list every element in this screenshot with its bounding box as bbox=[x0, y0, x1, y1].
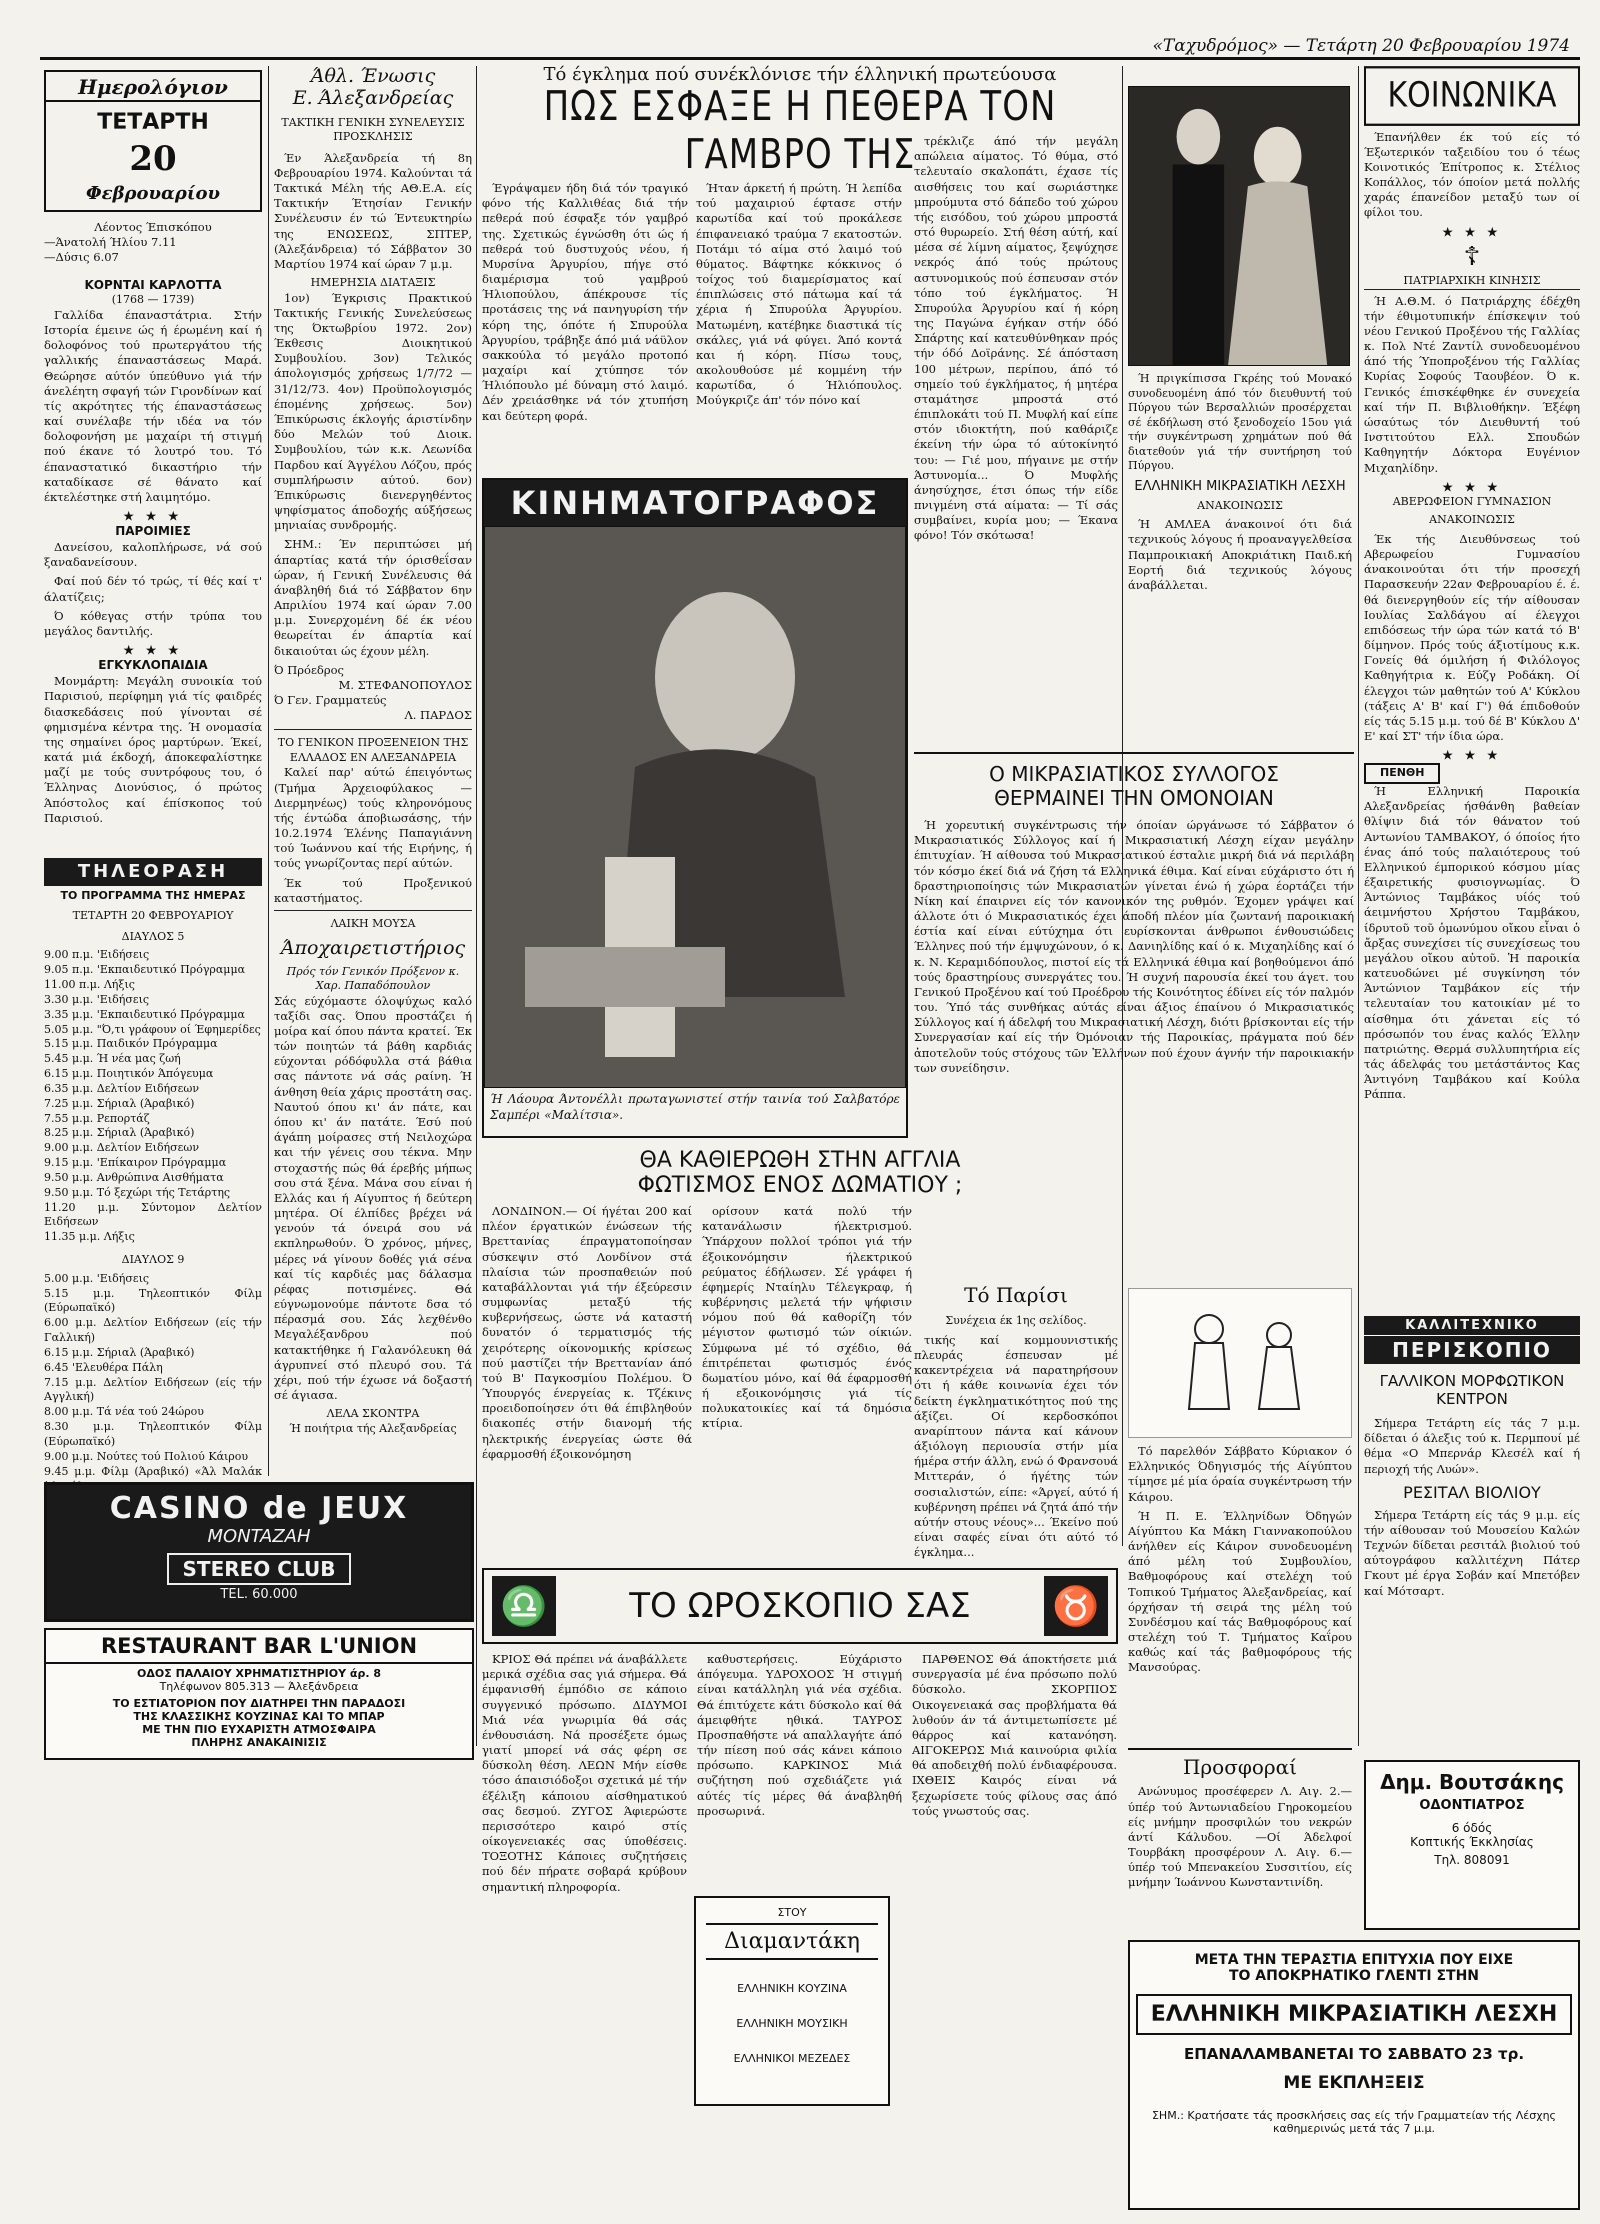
union-sign-name: Λ. ΠΑΡΔΟΣ bbox=[404, 708, 472, 723]
tv-program-item: 6.45 'Ελευθέρα Πάλη bbox=[44, 1360, 163, 1374]
union-note: ΣΗΜ.: Έν περιπτώσει μή άπαρτίας κατά τήν όρισθεΐσαν ώραν, ή Γενική Συνέλευσις θά άναβληθή διά τό Σάββατον 6ην Απριλίου 1974 καί ώραν 7.00 μ.μ. Συνερχομένη δέ έκ νέου θεωρείται έν άπαρτία καί δικαιούται ώς έχουν μέλη. bbox=[274, 537, 472, 658]
tv-program-item: 9.00 π.μ. 'Ειδήσεις bbox=[44, 948, 150, 962]
restaurant-line: ΜΕ ΤΗΝ ΠΙΟ ΕΥΧΑΡΙΣΤΗ ΑΤΜΟΣΦΑΙΡΑ bbox=[142, 1723, 376, 1736]
union-sign-role: Ό Πρόεδρος bbox=[274, 662, 344, 677]
school-subtitle: ΑΝΑΚΟΙΝΩΣΙΣ bbox=[1429, 513, 1515, 527]
proverb: Δανείσου, καλοπλήρωσε, νά σού ξαναδανείσουν. bbox=[44, 540, 262, 570]
union-subtitle: ΤΑΚΤΙΚΗ ΓΕΝΙΚΗ ΣΥΝΕΛΕΥΣΙΣ bbox=[281, 115, 465, 129]
tv-program-item: 8.00 μ.μ. Τά νέα τού 24ώρου bbox=[44, 1405, 204, 1419]
restaurant-line: ΤΟ ΕΣΤΙΑΤΟΡΙΟΝ ΠΟΥ ΔΙΑΤΗΡΕΙ ΤΗΝ ΠΑΡΑΔΟΣΙ bbox=[112, 1697, 406, 1710]
consulate-text: Καλεί παρ' αύτώ έπειγόντως (Τμήμα Άρχειοφύλακος — Διερμηνέως) τούς κληρονόμους τής έντώδα άποβιωσάσης, τήν 10.2.1974 Έλένης Παπαγιάννη τού Ίωάννου καί τής Ειρήνης, ή τούς γνωρίζοντας περί αύτών. bbox=[274, 765, 472, 871]
princess-photo bbox=[1128, 86, 1350, 366]
union-column bbox=[274, 66, 472, 1476]
tv-channel-9-list bbox=[44, 1272, 262, 1510]
restaurant-name: RESTAURANT BAR L'UNION bbox=[46, 1630, 472, 1664]
england-col bbox=[482, 1204, 692, 1466]
tv-program-item: 6.15 μ.μ. Σήριαλ (Άραβικό) bbox=[44, 1345, 195, 1359]
agenda-title: ΗΜΕΡΗΣΙΑ ΔΙΑΤΑΞΙΣ bbox=[310, 276, 436, 290]
england-text: ΛΟΝΔΙΝΟΝ.— Οί ήγέται 200 καί πλέον έργατικών ένώσεων τής Βρεττανίας έπραγματοποίησαν σύσκεψιν στό Λονδίνον στά πλαίσια τών προσπαθειών πού καταβάλλονται γιά τήν έξεύρεσιν συμφωνίας μεταξύ τής κυβερνήσεως, ώστε νά καταστή δυνατόν ό τερματισμός τής χειρότερης οίκονομικής κρίσεως πού μαστίζει τήν Βρεττανίαν άπό τού Β' Παγκοσμίου Πολέμου. Ό Ύπουργός ένεργείας κ. Τζέκινς προειδοποίησεν ότι θά έπιβληθούν διακοπές στήν διανομή τής ηλεκτρικής ένεργείας ώστε θά έφαρμοσθή έξοικονόμηση bbox=[482, 1204, 692, 1461]
union-sign-role: Ό Γεν. Γραμματεύς bbox=[274, 693, 387, 708]
tv-program-item: 11.00 π.μ. Λήξις bbox=[44, 977, 135, 991]
stars-divider: ★ ★ ★ bbox=[1442, 479, 1502, 494]
tv-program-item: 11.20 μ.μ. Σύντομον Δελτίον Ειδήσεων bbox=[44, 1200, 262, 1229]
restaurant-address: ΟΔΟΣ ΠΑΛΑΙΟΥ ΧΡΗΜΑΤΙΣΤΗΡΙΟΥ άρ. 8 bbox=[137, 1667, 381, 1680]
tv-program-item: 9.00 μ.μ. Νούτες τού Πολιού Κάιρου bbox=[44, 1449, 249, 1463]
dentist-ad bbox=[1364, 1760, 1580, 1930]
england-text: ορίσουν κατά πολύ τήν κατανάλωσιν ήλεκτρισμού. Ύπάρχουν πολλοί τρόποι γιά τήν έξοικονόμησιν ήλεκτρικού ρεύματος έδήλωσεν. Σέ γράφει ή έφημερίς Νταίηλυ Τέλεγκραφ, ή κυβέρνησις μελετά τήν ψήφισιν νόμου πού θά καθορίζη τόν μέγιστον φωτισμό τών οίκιών. Σύμφωνα μέ τό σχέδιο, θά έπιτρέπεται φωτισμός ένός δωματίου μόνο, καί θά έφαρμοσθή ή εξοικονόμησις γιά τίς πολυκατοικίες καί τά δημόσια κτίρια. bbox=[702, 1204, 912, 1431]
stars-divider: ★ ★ ★ bbox=[123, 509, 183, 524]
egypt-caption: Τό παρελθόν Σάββατο Κύριακον ό Ελληνικός Όδηγισμός τής Αίγύπτου τίμησε μέ μία όραία συγκέντρωση τήν Κάιρου. bbox=[1128, 1444, 1352, 1504]
encyclopedia-text: Μονμάρτη: Μεγάλη συνοικία τού Παρισιού, περίφημη γιά τίς φαιδρές διασκεδάσεις πού γίνονται σέ φημισμένα κέντρα της. Ή ονομασία της σημαίνει όρος μαρτύρων. Έκεί, κατά μιά έκδοχή, άποκεφαλίστηκε μαζί με τούς συντρόφους του, ό Έλληνας Διονύσιος, ό πρώτος Άπόστολος καί έπίσκοπος τού Παρισιού. bbox=[44, 674, 262, 825]
poem-sign: ΛΕΛΑ ΣΚΟΝΤΡΑ bbox=[326, 1407, 420, 1421]
restaurant-line: ΤΗΣ ΚΛΑΣΣΙΚΗΣ ΚΟΥΖΙΝΑΣ ΚΑΙ ΤΟ ΜΠΑΡ bbox=[133, 1710, 385, 1723]
proverb: Ό κόθεγας στήν τρύπα του μεγάλος δαντιλής. bbox=[44, 608, 262, 638]
event-line: ΜΕΤΑ ΤΗΝ ΤΕΡΑΣΤΙΑ ΕΠΙΤΥΧΙΑ ΠΟΥ ΕΙΧΕ bbox=[1194, 1952, 1514, 1968]
crime-headline: ΠΩΣ ΕΣΦΑΞΕ Η ΠΕΘΕΡΑ ΤΟΝ ΓΑΜΒΡΟ ΤΗΣ bbox=[543, 83, 1057, 179]
offerings-text: Ανώνυμος προσέφερεν Λ. Αιγ. 2.— ύπέρ τού Άντωνιαδείου Γηροκομείου είς μνήμην προσφιλών του νεκρών άντί Κάλυδου. —Οί Άδελφοί Τουρβάκη προσφέρουν Λ. Αιγ. 6.— ύπέρ τού Μπενακείου Συσσιτίου, είς μνήμην Ίωάννου Κωνσταντινίδη. bbox=[1128, 1784, 1352, 1890]
school-title: ΑΒΕΡΩΦΕΙΟΝ ΓΥΜΝΑΣΙΟΝ bbox=[1392, 494, 1552, 508]
princess-figure-icon bbox=[1129, 87, 1349, 365]
column-rule bbox=[268, 66, 269, 1476]
egypt-scouts bbox=[1128, 1444, 1352, 1744]
patriarch-emblem-icon: ☦ bbox=[1463, 241, 1481, 272]
horoscope-text: ΠΑΡΘΕΝΟΣ Θά άποκτήσετε μιά συνεργασία μέ ένα πρόσωπο πολύ δύσκολο. ΣΚΟΡΠΙΟΣ Οικογενειακά σας προβλήματα θά λυθούν άν τά άντιμετωπίσετε μέ θάρρος καί κατανόηση. ΑΙΓΟΚΕΡΩΣ Μιά καινούρια φιλία θά αποδειχθή πολύ ένδιαφέρουσα. ΙΧΘΕΙΣ Καιρός είναι νά ξεχωρίσετε τούς φίλους σας άπό τούς γνωστούς σας. bbox=[912, 1652, 1117, 1818]
actress-figure-icon bbox=[485, 527, 905, 1087]
tv-program bbox=[44, 858, 262, 1478]
england-col bbox=[702, 1204, 912, 1466]
almanac-title: Ημερολόγιον bbox=[46, 74, 260, 102]
encyclopedia-title: ΕΓΚΥΚΛΟΠΑΙΔΙΑ bbox=[98, 658, 208, 673]
union-subtitle: ΠΡΟΣΚΛΗΣΙΣ bbox=[333, 130, 413, 144]
tv-program-item: 9.50 μ.μ. Ανθρώπινα Αισθήματα bbox=[44, 1170, 224, 1184]
tv-program-item: 7.15 μ.μ. Δελτίον Ειδήσεων (είς τήν Αγγλική) bbox=[44, 1375, 262, 1404]
tv-program-item: 9.50 μ.μ. Τό ξεχώρι τής Τετάρτης bbox=[44, 1185, 231, 1199]
taurus-icon: ♉ bbox=[1044, 1576, 1108, 1636]
almanac-feature-text: Γαλλίδα έπαναστάτρια. Στήν Ιστορία έμεινε ώς ή έρωμένη καί ή δολοφόνος τού πρωτεργάτου τής γαλλικής έπαναστάσεως Μαρά. Θεώρησε αύτόν ύπεύθυνο γιά τήν άνελέητη σφαγή τών Γιρονδίνων καί τίς ακρότητες τής έπαναστάσεως καί συνέλαβε τήν ιδέα να τόν δολοφονήση με μαχαίρι τή στιγμή πού έκανε τό λουτρό του. Τό έπαναστατικό δικαστήριο τήν καταδίκασε σέ θάνατο καί έκτελέστηκε στή λαιμητόμο. bbox=[44, 307, 262, 504]
muse-title: ΛΑΙΚΗ ΜΟΥΣΑ bbox=[274, 910, 472, 932]
tv-program-item: 6.00 μ.μ. Δελτίον Ειδήσεων (είς τήν Γαλλική) bbox=[44, 1316, 262, 1345]
syllogos-headline: Ο ΜΙΚΡΑΣΙΑΤΙΚΟΣ ΣΥΛΛΟΓΟΣ bbox=[989, 762, 1279, 786]
school-text: Έκ τής Διευθύνσεως τού Αβερωφείου Γυμνασίου άνακοινούται ότι τήν προσεχή Παρασκευήν 22αν Φεβρουαρίου έ. έ. θά διενεργηθούν είς τήν αίθουσαν Ιουλίας Σαλδάγου αί έλεγχοι επιδόσεως τήν ώρα τών κατά τό Β' δίμηνον. Πρός τούς άξιοτίμους κ.κ. Γονείς θά όμιλήση ή Φιλόλογος Καθηγήτρια κ. Εύζγ Ροδάκη. Οί έλεγχοι τών μαθητών τού Α' Κύκλου (τάξεις Α' Β' καί Γ') θά έπιδοθούν είς τάς 5.15 μ.μ. τού δέ Β' Κύκλου Δ' Ε' καί ΣΤ' τήν ίδια ώρα. bbox=[1364, 531, 1580, 744]
mourning-title: ΠΕΝΘΗ bbox=[1364, 763, 1440, 784]
club-title: ΕΛΛΗΝΙΚΗ ΜΙΚΡΑΣΙΑΤΙΚΗ ΛΕΣΧΗ bbox=[1134, 478, 1346, 494]
offerings bbox=[1128, 1748, 1352, 1934]
event-line: ΕΠΑΝΑΛΑΜΒΑΝΕΤΑΙ ΤΟ ΣΑΒΒΑΤΟ 23 τρ. bbox=[1183, 2045, 1525, 2063]
agenda-text: 1ον) Έγκρισις Πρακτικού Τακτικής Γενικής Συνελεύσεως της Όκτωβρίου 1972. 2ον) Έκθεσις Διοικητικού Συμβουλίου. 3ον) Τελικός άπολογισμός χρήσεως 1/7/72 — 31/12/73. 4ον) Προϋπολογισμός έπομένης χρήσεως. 5ον) Έπικύρωσις έκλογής άριστίνδην δύο Μελών τού Διοικ. Συμβουλίου, τών κ.κ. Λεωνίδα Παρδου καί Άγγέλου Λόζου, πρός συμπλήρωσιν αύτού. 6ον) Έπικύρωσις διενεργηθέντος ψηφίσματος άποδοχής αύξήσεως μηνιαίας συνδρομής. bbox=[274, 290, 472, 533]
syllogos-body bbox=[914, 818, 1354, 1076]
casino-tel: TEL. 60.000 bbox=[220, 1587, 298, 1602]
almanac-feature-years: (1768 — 1739) bbox=[111, 293, 195, 307]
england-headline: ΦΩΤΙΣΜΟΣ ΕΝΟΣ ΔΩΜΑΤΙΟΥ ; bbox=[637, 1173, 963, 1198]
tv-program-item: 3.30 μ.μ. 'Ειδήσεις bbox=[44, 992, 150, 1006]
recital-title: ΡΕΣΙΤΑΛ ΒΙΟΛΙΟΥ bbox=[1403, 1482, 1541, 1502]
event-note: ΣΗΜ.: Κρατήσατε τάς προσκλήσεις σας είς τήν Γραμματείαν τής Λέσχης καθημερινώς μετά τάς 7 μ.μ. bbox=[1151, 2109, 1557, 2135]
diamantakis-pre: ΣΤΟΥ bbox=[777, 1906, 807, 1919]
syllogos-headline: ΘΕΡΜΑΙΝΕΙ ΤΗΝ ΟΜΟΝΟΙΑΝ bbox=[994, 786, 1274, 810]
almanac-box bbox=[44, 70, 262, 212]
crime-text: τρέκλιζε άπό τήν μεγάλη απώλεια αίματος. Τό θύμα, στό τελευταίο σκαλοπάτι, έχασε τίς αισθήσεις του καί σωριάστηκε μπρούμυτα στό δάπεδο τού χώρου τής εισόδου, τού χώρου μπροστά στό θυρωρείο. Στή θέση αύτή, καί μέσα σέ λίμνη αίματος, ξεψύχησε νεκρός άπό τούς πρώτους αστυνομικούς πού έσπευσαν στόν τόπο τού έγκλήματος. Ή Σπυρούλα Άργυρίου καί ή κόρη της Παγώνα έγήκαν στήν όδό Σπάρτης καί κατευθύνθηκαν πρός τήν όδό Δοϊράνης. Σέ άπόσταση 100 μέτρων, περίπου, άπό τό σημείο τού έγκλήματος, ή μητέρα σταμάτησε μπροστά στό έπιπλοκάτι τού Π. Μυφλή καί είπε στόν ιδιοκτήτη, πού καθάριζε έκείνη τήν ώρα τό αύτοκίνητό του: — Γιέ μου, πήγαινε με στήν Άστυνομία... Ό Μυφλής άνησύχησε, έτσι όπως τήν είδε πνιγμένη στά αίματα: — Τί σάς συμβαίνει, κυρία μου; — Έκανα φόνο! Τόν σκότωσα! bbox=[914, 134, 1118, 543]
patriarch-title: ΠΑΤΡΙΑΡΧΙΚΗ ΚΙΝΗΣΙΣ bbox=[1364, 274, 1580, 290]
proverb: Φαί πού δέν τό τρώς, τί θές καί τ' άλατίζεις; bbox=[44, 574, 262, 604]
scouts-drawing bbox=[1128, 1288, 1352, 1438]
dentist-address: 6 όδός bbox=[1451, 1821, 1493, 1835]
crime-col bbox=[482, 181, 688, 428]
horoscope-text: καθυστερήσεις. Εύχάριστο άπόγευμα. ΥΔΡΟΧΟΟΣ Ή στιγμή είναι κατάλληλη γιά νέα σχέδια. Θά έπιτύχετε κάτι δύσκολο καί θά άμειφθήτε ηθικά. ΤΑΥΡΟΣ Προσπαθήστε νά απαλλαγήτε άπό τήν πίεση πού σάς κάνει κάποιο πρόσωπο. ΚΑΡΚΙΝΟΣ Μιά συζήτηση πού σχεδιάζετε γιά αύτές τίς μέρες θά άναβληθή προσωρινά. bbox=[697, 1652, 902, 1818]
tv-date: ΤΕΤΑΡΤΗ 20 ΦΕΒΡΟΥΑΡΙΟΥ bbox=[72, 909, 234, 923]
horoscope-title: ΤΟ ΩΡΟΣΚΟΠΙΟ ΣΑΣ bbox=[629, 1586, 971, 1626]
restaurant-phone: Τηλέφωνον 805.313 — Άλεξάνδρεια bbox=[159, 1680, 359, 1693]
dentist-tel: Τηλ. 808091 bbox=[1434, 1853, 1510, 1867]
masthead-date-line: «Ταχυδρόμος» — Τετάρτη 20 Φεβρουαρίου 1974 bbox=[40, 36, 1580, 60]
cinema-caption: Ή Λάουρα Άντονέλλι πρωταγωνιστεί στήν ταινία τού Σαλβατόρε Σαμπέρι «Μαλίτσια». bbox=[490, 1092, 900, 1122]
poem-text: Σάς εύχόμαστε όλοψύχως καλό ταξίδι σας. Όπου προστάζει ή μοίρα καί όπου πάντα κρατεί. Έκ τών ποιητών τά βάθη καρδιάς εύχονται ρόδόφυλλα στά βάθια σας πάντοτε νά σάς ραίνη. Ή άνθηση θεία χάρις προστάτη σας. Ναυτού όπου κι' άν πάτε, και όπου κι' άν πατάτε. Έσύ πού άγάπη μοίρασες στή Νειλοχώρα και τήν γένεις σου τέκνα. Μην στοχαστής πώς θά έρεβής μήπως σου στά ξένα. Μάνα σου είναι ή Ελλάς και ή Αίγυπτος ή δεύτερη μητέρα. Οί έλπίδες βρέχει νά γενούν τά όνειρά σου νά εκπληρωθούν. Ό χρόνος, μήνες, μέρες νά γίνουν δοθές γιά σένα καί τίς καρδιές μας δάλασμα ρέφας ποτισμένες. Θά εύγνωμονούμε πάντοτε δσα τό πέρασμά σου. Σάς λεχθένθο Μεγαλέξανδρου πού κατακτήθηκε ή Γαλανόλευκη θά άγρυπνεί στό πλευρό σου. Τά χέρι, πού τήν έχωσε νά δοξαστή σέ άγιασα. bbox=[274, 993, 472, 1403]
diamantakis-line: ΕΛΛΗΝΙΚΟΙ ΜΕΖΕΔΕΣ bbox=[733, 2052, 851, 2065]
event-line: ΤΟ ΑΠΟΚΡΗΑΤΙΚΟ ΓΛΕΝΤΙ ΣΤΗΝ bbox=[1228, 1968, 1480, 1984]
horoscope-col bbox=[912, 1652, 1117, 2212]
proverbs-title: ΠΑΡΟΙΜΙΕΣ bbox=[115, 524, 191, 539]
tv-program-item: 11.35 μ.μ. Λήξις bbox=[44, 1230, 135, 1244]
social-title: ΚΟΙΝΩΝΙΚΑ bbox=[1364, 66, 1580, 125]
almanac-column bbox=[44, 70, 262, 850]
almanac-weekday: ΤΕΤΑΡΤΗ bbox=[97, 110, 209, 136]
casino-place: MONTAZAH bbox=[207, 1526, 311, 1547]
tv-program-item: 7.55 μ.μ. Ρεπορτάζ bbox=[44, 1111, 150, 1125]
syllogos-text: Ή χορευτική συγκέντρωσις τήν όποίαν ώργάνωσε τό Σάββατον ό Μικρασιατικός Σύλλογος καί ή Μικρασιατική Λέσχη είχαν μεγάλην έπιτυχίαν. Ή αίθουσα τού Μικρασιατικού έσταλιε μικρή διά νά περιλάβη τόν κόσμο έκεί διά νά ζήση τά Ελληνικά έθιμα. Καί είναι εύχάριστο ότι ή δραστηριοποίησις τών Μικρασιατών γίνεται ένώ ή χώρα έορτάζει τήν Νίκη καί έπαιρνει είς τόν κανονικόν της ρυθμόν. Έχομεν γράψει καί άλλοτε ότι ό Μικρασιατικός έχει άποδή πλέον μία ζωντανή παροικιακή έστία καί είναι εύτύχημα ότι ευρίσκονται άνθρωποι ένθουσιώδεις Έλληνες πού τήν έμψυχώνουν, ό κ. Δανιηλίδης καί ό κ. Μιχαηλίδης καί ό κ. Ν. Κεραμιδόπουλος, πιστοί είς τά Ελληνικά έθιμα καί βοηθούμενοι άπό τούς δραστηρίους συνεργάτες του. Ή συχνή παρουσία έκεί του άγετ. του Γενικού Προξένου καί τού Προέδρου τής Κοινότητος έδίνει είς τόν παλμόν του. Ύπό τάς συνθήκας αύτάς είναι άξιος έπαίνου ό Μικρασιατικός Σύλλογος καί ή άδελφή του Μικρασιατική Λέσχη, διότι βρίσκονται είς τήν Συνεργασίαν καί είς τήν Όμόνοιαν τής Παροικίας, πράγματα πού δέν ἀποτελοῦν τούς στόχους τῶν Ἑλλήνων πού έχουν άγνήν τήν παροικιακήν των συνείδησιν. bbox=[914, 818, 1354, 1075]
tv-program-item: 5.05 μ.μ. "Ό,τι γράφουν οί Έφημερίδες bbox=[44, 1022, 261, 1036]
union-title: Ε. Άλεξανδρείας bbox=[292, 86, 454, 109]
poem-title: Άποχαιρετιστήριος bbox=[280, 936, 466, 959]
social-text: Έπανήλθεν έκ τού είς τό Έξωτερικόν ταξειδίου του ό τέως Κοινοτικός Έπίτροπος κ. Στέλιος Κοπάλλος, τόν όποίον μετά πολλής χαράς έπανείδον μεταξύ των οί φίλοι του. bbox=[1364, 129, 1580, 220]
crime-col bbox=[696, 181, 902, 428]
almanac-feature-title: ΚΟΡΝΤΑΙ ΚΑΡΛΟΤΤΑ bbox=[84, 277, 222, 292]
dentist-name: Δημ. Βουτσάκης bbox=[1380, 1770, 1564, 1794]
patriarch-text: Ή Α.Θ.Μ. ό Πατριάρχης έδέχθη τήν έθιμοτυπικήν έπίσκεψιν τού νέου Γενικού Προξένου τής Γαλλίας κ. Πολ Ντέ Ζαντίλ συνοδευομένου άπό τής Ύποπροξένου τής Γαλλίας Κυρίας Σοφούς Ταουβέον. Ό κ. Γενικός έπισκέφθηκε έν συνεχεία καί τήν Π. Βιβλιοθήκην. Έξέφη ώσαύτως τόν Διευθυντή τού Ινστιτούτου Ελλ. Σπουδών Καθηγητήν Δόκτορα Ευγένιον Μιχαηλίδην. bbox=[1364, 293, 1580, 475]
club-text: Ή ΑΜΛΕΑ άνακοινοί ότι διά τεχνικούς λόγους ή προαναγγελθείσα Παμπροικιακή Αποκριάτικη Παιδ.κή Εορτή διά τεχνικούς λόγους άναβάλλεται. bbox=[1128, 517, 1352, 592]
tv-program-item: 5.00 μ.μ. 'Ειδήσεις bbox=[44, 1271, 150, 1285]
tv-program-item: 8.25 μ.μ. Σήριαλ (Άραβικό) bbox=[44, 1126, 195, 1140]
tv-program-item: 5.15 μ.μ. Παιδικόν Πρόγραμμα bbox=[44, 1037, 218, 1051]
poem-sign: Ή ποιήτρια τής Αλεξανδρείας bbox=[289, 1421, 457, 1435]
tv-program-item: 6.15 μ.μ. Ποιητικόν Άπόγευμα bbox=[44, 1067, 214, 1081]
tv-channel-5-list bbox=[44, 948, 262, 1245]
tv-channel-9: ΔΙΑΥΛΟΣ 9 bbox=[121, 1253, 185, 1267]
tv-banner: ΤΗΛΕΟΡΑΣΗ bbox=[44, 858, 262, 886]
restaurant-ad bbox=[44, 1628, 474, 1760]
tv-program-item: 6.35 μ.μ. Δελτίον Ειδήσεων bbox=[44, 1081, 200, 1095]
union-text: Έν Άλεξανδρεία τή 8η Φεβρουαρίου 1974. Καλούνται τά Τακτικά Μέλη τής ΑΘ.Ε.Α. είς Τακτικήν Έτησίαν Γενικήν Συνέλευσιν έν τώ Έντευκτηρίω της ΕΝΩΣΕΩΣ, ΣΠΤΕΡ, (Άλεξάνδρεια) τό Σάββατον 30 Μαρτίου 1974 καί ώραν 7 μ.μ. bbox=[274, 150, 472, 271]
almanac-sunset: —Δύσις 6.07 bbox=[44, 250, 119, 265]
tv-title: ΤΟ ΠΡΟΓΡΑΜΜΑ ΤΗΣ ΗΜΕΡΑΣ bbox=[60, 888, 246, 902]
crime-text: Ήταν άρκετή ή πρώτη. Ή λεπίδα τού μαχαιριού έφτασε στήν καρωτίδα καί τού προκάλεσε έπιφανειακό τραύμα 7 εκατοστών. Ποτάμι τό αίμα στό λαιμό τού θύματος. Βάφτηκε κόκκινος ό τοίχος τού διαμερίσματος καί έπιπλώσεις στό πάτωμα καί τά χέρια ή Σπυρούλα Άργυρίου. Ματωμένη, κατέβηκε διαστικά τίς σκάλες, γιά νά φύγει. Άπό κοντά και ή κόρη. Πίσω τους, ακολουθούσε μέ κομμένη τήν καρωτίδα, ό Ήλιόπουλος. Μούγκριζε άπ' τόν πόνο καί bbox=[696, 181, 902, 408]
club-subtitle: ΑΝΑΚΟΙΝΩΣΙΣ bbox=[1197, 498, 1283, 512]
periscope-title: ΠΕΡΙΣΚΟΠΙΟ bbox=[1364, 1335, 1580, 1364]
scouts-icon bbox=[1129, 1289, 1353, 1439]
stars-divider: ★ ★ ★ bbox=[1442, 748, 1502, 763]
tv-program-item: 7.25 μ.μ. Σήριαλ (Άραβικό) bbox=[44, 1096, 195, 1110]
tv-program-item: 9.45 μ.μ. Φίλμ (Άραβικό) «Άλ Μαλάκ bbox=[44, 1464, 262, 1478]
mourning-text: Ή Ελληνική Παροικία Αλεξανδρείας ήσθάνθη βαθείαν θλίψιν διά τόν θάνατον τού Αντωνίου ΤΑΜΒΑΚΟΥ, ό όποίος ήτο ένας άπό τούς παλαιότερους τού Ελληνικού έμπορικού κόσμου μίας έξαιρετικής φυσιογνωμίας. Ό Άντώνιος Ταμβάκος υίός τού άειμνήστου Χρήστου Ταμβάκου, ίδρυτοῦ τοῦ ὁμωνύμου οἴκου εἶναι ὁ ἄρξας συνεχίσει τίς συνεχίσεως του μεγάλου οἴκου αὐτοῦ. Ἡ παροικία κατευοδώνει μέ συγκίνηση τόν Άντώνιον Ταμβάκον είς τήν τελευταίαν του κατοικίαν μέ το αίσθημα ότι χάνεται είς τό πρόσωπόν του ένας καλός Έλλην πατριώτης. Θερμά συλλυπητήρια είς τάς άδελφάς του μετάστάντος Κας Άντιγόνη Ταμβάκου καί Κούλα Ράππα. bbox=[1364, 783, 1580, 1102]
crime-text: Έγράψαμεν ήδη διά τόν τραγικό φόνο τής Καλλιθέας διά τήν πεθερά πού έσφαξε τόν γαμβρό της. Σχετικώς έγνώσθη ότι ώς ή πεθερά τού δυστυχούς νέου, ή Μυρσίνα Άργυρίου, πήγε στό διαμέρισμα τού γαμβρού Ήλιοπούλου, άπέκρουσε τίς προτάσεις της νά πανηγυρίση τήν κόρη της, όπότε ή Σπυρούλα Άργυρίου, τράβηξε άπό μιά νάϋλον σακκούλα τό μεγάλο προτοπό μαχαίρι καί χτύπησε τόν Ήλιόπουλο μέ δύναμη στό λαιμό. Δέν χρειάσθηκε νά τόν χτυπήση και δεύτερη φορά. bbox=[482, 181, 688, 423]
princess-caption: Ή πριγκίπισσα Γκρέης τού Μονακό συνοδευομένη άπό τόν διευθυντή τού Πύργου τών Βερσαλλιών προσέρχεται σέ έκδήλωση στό ξενοδοχείο 15ου γιά τήν συγκέντρωση χρημάτων πού θά διατεθούν γιά τήν συντήρηση τού Πύργου. bbox=[1128, 372, 1352, 473]
offerings-title: Προσφοραί bbox=[1182, 1755, 1298, 1779]
tv-program-item: 9.15 μ.μ. 'Επίκαιρον Πρόγραμμα bbox=[44, 1156, 227, 1170]
tv-channel-5: ΔΙΑΥΛΟΣ 5 bbox=[121, 929, 185, 943]
paris-subtitle: Συνέχεια έκ 1ης σελίδος. bbox=[945, 1314, 1087, 1328]
tv-program-item: 5.45 μ.μ. Ή νέα μας ζωή bbox=[44, 1052, 181, 1066]
cinema-box bbox=[482, 478, 908, 1138]
tv-program-item: 3.35 μ.μ. 'Εκπαιδευτικό Πρόγραμμα bbox=[44, 1007, 245, 1021]
casino-name: CASINO de JEUX bbox=[109, 1491, 409, 1526]
england-headline: ΘΑ ΚΑΘΙΕΡΩΘΗ ΣΤΗΝ ΑΓΓΛΙΑ bbox=[639, 1148, 961, 1173]
almanac-day: 20 bbox=[129, 139, 177, 180]
paris-title: Τό Παρίσι bbox=[964, 1283, 1068, 1307]
lesxi-event-ad bbox=[1128, 1940, 1580, 2210]
consulate-sign: Έκ τού Προξενικού καταστήματος. bbox=[274, 875, 472, 905]
almanac-month: Φεβρουαρίου bbox=[85, 183, 221, 205]
union-title: Άθλ. Ένωσις bbox=[310, 65, 436, 87]
tv-program-item: 5.15 μ.μ. Τηλεοπτικόν Φίλμ (Εύρωπαϊκό) bbox=[44, 1286, 262, 1315]
gallic-text: Σήμερα Τετάρτη είς τάς 7 μ.μ. δίδεται ό άλεξις τού κ. Περμπουί μέ θέμα «Ο Μπερνάρ Κλεσέλ καί ή περιοχή τής Λυών». bbox=[1364, 1416, 1580, 1476]
recital-text: Σήμερα Τετάρτη είς τάς 9 μ.μ. είς τήν αίθουσαν τού Μουσείου Καλών Τεχνών δίδεται ρεσιτάλ βιολιού τού αύτογράφου καλλιτέχνη Πάτερ Γκουτ μέ έργα Σοβάν καί Μπετόβεν καί Μότσαρτ. bbox=[1364, 1507, 1580, 1598]
cinema-banner: ΚΙΝΗΜΑΤΟΓΡΑΦΟΣ bbox=[484, 480, 906, 526]
periscope-section bbox=[1364, 1316, 1580, 1756]
stars-divider: ★ ★ ★ bbox=[1442, 224, 1502, 239]
column-rule bbox=[1358, 66, 1359, 1746]
cinema-photo bbox=[484, 526, 906, 1088]
syllogos-story bbox=[914, 752, 1354, 1372]
tv-program-item: 8.30 μ.μ. Τηλεοπτικόν Φίλμ (Εύρωπαϊκό) bbox=[44, 1420, 262, 1448]
casino-club: STEREO CLUB bbox=[167, 1553, 352, 1585]
diamantakis-line: ΕΛΛΗΝΙΚΗ ΚΟΥΖΙΝΑ bbox=[737, 1982, 847, 1995]
diamantakis-line: ΕΛΛΗΝΙΚΗ ΜΟΥΣΙΚΗ bbox=[736, 2017, 848, 2030]
diamantakis-name: Διαμαντάκη bbox=[706, 1923, 878, 1960]
dentist-address: Κοπτικής Έκκλησίας bbox=[1410, 1835, 1534, 1849]
egypt-text: Ή Π. Ε. Έλληνίδων Όδηγών Αίγύπτου Κα Μάκη Γιαννακοπούλου άνήλθεν είς Κάιρον συνοδευομένη άπό μέλη τού Συμβουλίου, Βαθμοφόρους καί στελέχη τού Τοπικού Τμήματος Άλεξανδρείας, καί όρχήσαν τή σειρά της μέλη τού Συνδέσμου καί τάς Βαθμοφόρους καί στελέχη τού Τ. Τμήματος Καΐρου καθώς καί τάς βαθμοφόρους τής Μανσούρας. bbox=[1128, 1508, 1352, 1675]
horoscope-col bbox=[482, 1652, 687, 2212]
libra-icon: ♎ bbox=[492, 1576, 556, 1636]
event-club: ΕΛΛΗΝΙΚΗ ΜΙΚΡΑΣΙΑΤΙΚΗ ΛΕΣΧΗ bbox=[1136, 1994, 1572, 2035]
consulate-title: ΤΟ ΓΕΝΙΚΟΝ ΠΡΟΞΕΝΕΙΟΝ ΤΗΣ ΕΛΛΑΔΟΣ ΕΝ ΑΛΕΞΑΝΔΡΕΙΑ bbox=[274, 729, 472, 765]
paris-story bbox=[914, 1282, 1118, 1612]
periscope-top: ΚΑΛΛΙΤΕΧΝΙΚΟ bbox=[1364, 1316, 1580, 1335]
tv-program-item: 9.00 μ.μ. Δελτίον Ειδήσεων bbox=[44, 1141, 200, 1155]
paris-text: τικής καί κομμουνιστικής πλευράς έσπευσαν μέ κακεντρέχεια νά παρατηρήσουν ότι ή κάθε κοινωνία έχει τόν δείκτη έγκληματικότητος πού της άξίζει. Οί κερδοσκόποι αναρίπτουν πάντα καί κάνουν άξιόλογη περιουσία στήν μία ήμέρα στήν άλλη, ενώ ό Φρανσουά Μιττεράν, ό ήγέτης τών σοσιαλιστών, είπε: «Άργεί, αύτό ή κυβέρνηση πρέπει νά ζητά άπό τήν αύτήν στους νέους»... Έκείνο πού είναι σαφές είναι ότι αύτό τό έγκλημα... bbox=[914, 1332, 1118, 1560]
tv-program-item: 9.05 π.μ. 'Εκπαιδευτικό Πρόγραμμα bbox=[44, 963, 246, 977]
poem-dedication: Πρός τόν Γενικόν Πρόξενον κ. Χαρ. Παπαδόπουλον bbox=[286, 964, 460, 993]
crime-kicker: Τό έγκλημα πού συνέκλόνισε τήν έλληνική πρωτεύουσα bbox=[543, 64, 1057, 85]
restaurant-line: ΠΛΗΡΗΣ ΑΝΑΚΑΙΝΙΣΙΣ bbox=[191, 1736, 327, 1749]
column-rule bbox=[476, 66, 477, 1746]
crime-col-3 bbox=[914, 134, 1118, 744]
almanac-sunrise: —Άνατολή Ήλίου 7.11 bbox=[44, 235, 177, 250]
almanac-saint: Λέοντος Έπισκόπου bbox=[94, 220, 212, 235]
casino-ad bbox=[44, 1482, 474, 1622]
stars-divider: ★ ★ ★ bbox=[123, 643, 183, 658]
dentist-profession: ΟΔΟΝΤΙΑΤΡΟΣ bbox=[1419, 1798, 1525, 1813]
horoscope-text: ΚΡΙΟΣ Θά πρέπει νά άναβάλλετε μερικά σχέδια σας γιά σήμερα. Θά έμφανισθή έμπόδιο σε κάποιο συγγενικό πρόσωπο. ΔΙΔΥΜΟΙ Μιά νέα γνωριμία θά σάς ένθουσιάση. Νά προσέξετε όμως γιατί μπορεί νά σάς φέρη σε δύσκολη θέση. ΛΕΩΝ Μήν είσθε τόσο άπαισιόδοξοι σχετικά μέ τήν έξέλιξη κάποιου αίσθηματικού σας δεσμού. ΖΥΓΟΣ Άφιερώστε περισσότερο καιρό στίς οίκογενειακές σας ύποθέσεις. ΤΟΞΟΤΗΣ Κάποιες συζητήσεις πού δέν πήρατε σοβαρά κρύβουν σημαντική πληροφορία. bbox=[482, 1652, 687, 1894]
event-line: ΜΕ ΕΚΠΛΗΞΕΙΣ bbox=[1283, 2073, 1425, 2093]
union-sign-name: Μ. ΣΤΕΦΑΝΟΠΟΥΛΟΣ bbox=[338, 677, 472, 692]
diamantakis-ad bbox=[694, 1896, 890, 2106]
social-column bbox=[1364, 70, 1580, 1310]
gallic-title: ΓΑΛΛΙΚΟΝ ΜΟΡΦΩΤΙΚΟΝ ΚΕΝΤΡΟΝ bbox=[1379, 1372, 1565, 1408]
